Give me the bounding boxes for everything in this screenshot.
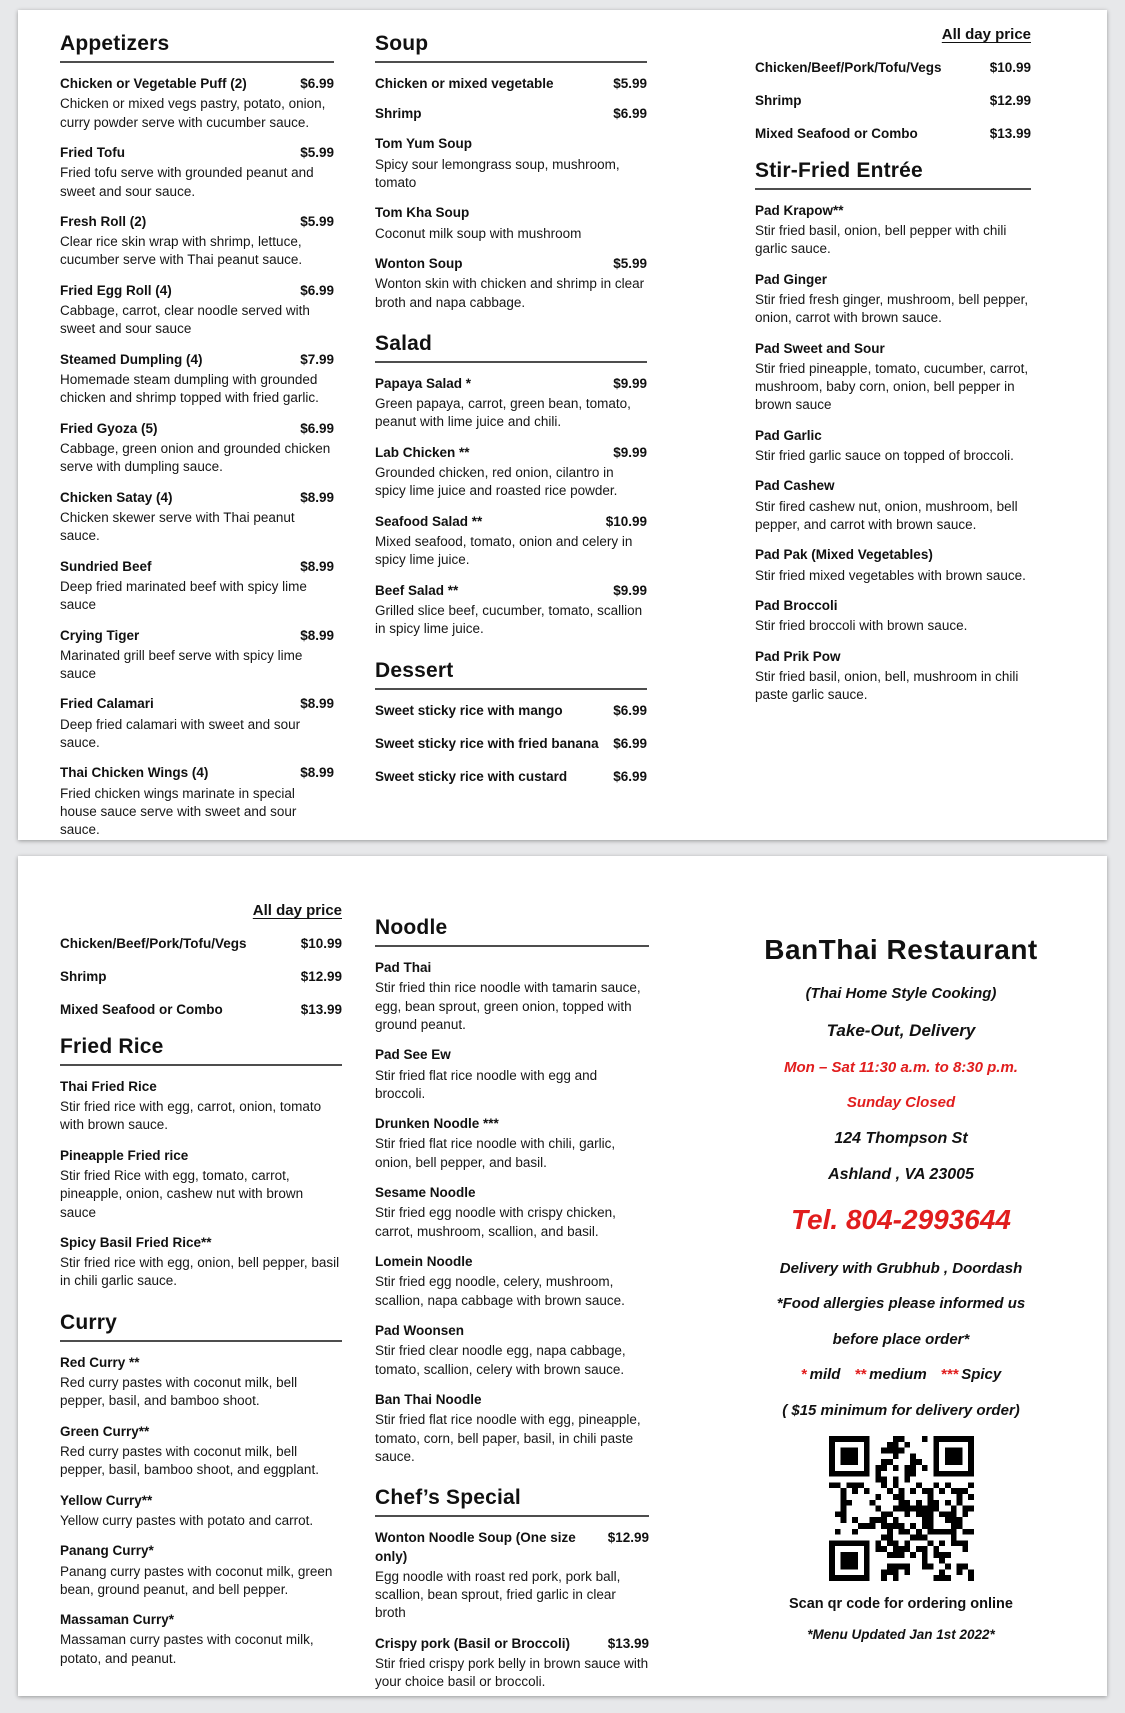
item-price: $6.99 — [613, 735, 647, 751]
item-name: Lomein Noodle — [375, 1254, 473, 1270]
item-description: Green papaya, carrot, green bean, tomato, peanut with lime juice and chili. — [375, 396, 631, 430]
menu-item — [60, 695, 334, 752]
item-name: Drunken Noodle *** — [375, 1116, 499, 1132]
menu-item — [60, 144, 334, 201]
item-name: Shrimp — [60, 969, 107, 985]
item-price: $6.99 — [300, 420, 334, 436]
delivery-minimum: ( $15 minimum for delivery order) — [782, 1401, 1020, 1419]
all-day-price-rows — [60, 935, 342, 1020]
item-name: Pad Prik Pow — [755, 648, 841, 664]
item-name: Green Curry** — [60, 1423, 150, 1439]
item-price: $5.99 — [300, 213, 334, 229]
restaurant-tagline: (Thai Home Style Cooking) — [805, 985, 997, 1002]
all-day-price-rows — [755, 59, 1031, 144]
item-description: Homemade steam dumpling with grounded chicken and shrimp topped with fried garlic. — [60, 371, 319, 406]
item-name: Pad See Ew — [375, 1047, 451, 1063]
restaurant-info — [695, 934, 1107, 1643]
item-price: $10.99 — [300, 936, 342, 951]
menu-item — [375, 255, 647, 312]
item-price: $10.99 — [605, 513, 647, 529]
menu-item — [375, 1253, 649, 1310]
menu-item — [375, 1635, 649, 1692]
item-price: $12.99 — [989, 93, 1031, 109]
column-noodle — [375, 916, 649, 1704]
item-price: $5.99 — [300, 144, 334, 160]
spice-legend — [695, 1365, 1107, 1385]
item-description: Mixed seafood, tomato, onion and celery in spicy lime juice. — [375, 533, 633, 568]
item-price: $13.99 — [300, 1002, 342, 1018]
delivery-partners: Delivery with Grubhub , Doordash — [779, 1259, 1023, 1277]
menu-updated-note: *Menu Updated Jan 1st 2022* — [807, 1626, 995, 1642]
item-name: Thai Fried Rice — [60, 1078, 157, 1094]
item-name: Ban Thai Noodle — [375, 1391, 482, 1407]
item-name: Wonton Soup — [375, 255, 463, 271]
item-description: Egg noodle with roast red pork, pork ball, scallion, bean sprout, fried garlic in clear broth — [375, 1568, 621, 1621]
menu-page-2 — [18, 856, 1107, 1696]
item-description: Stir fried mixed vegetables with brown sauce. — [755, 567, 1026, 583]
menu-item — [375, 444, 647, 501]
item-description: Stir fried rice with egg, onion, bell pepper, basil in chili garlic sauce. — [60, 1255, 340, 1289]
item-description: Red curry pastes with coconut milk, bell pepper, basil, and bamboo shoot. — [60, 1375, 298, 1409]
qr-caption: Scan qr code for ordering online — [789, 1596, 1013, 1613]
section-title-curry: Curry — [60, 1311, 342, 1342]
menu-item — [375, 1391, 649, 1466]
item-description: Massaman curry pastes with coconut milk, potato, and peanut. — [60, 1632, 314, 1666]
menu-item — [755, 92, 1031, 110]
item-name: Fried Calamari — [60, 696, 154, 712]
item-description: Stir fried thin rice noodle with tamarin sauce, egg, bean sprout, green onion, topped with ground peanut. — [375, 980, 641, 1032]
item-name: Mixed Seafood or Combo — [60, 1002, 223, 1018]
all-day-price-label: All day price — [252, 902, 342, 919]
menu-item — [60, 1147, 342, 1222]
item-name: Pad Broccoli — [755, 597, 838, 613]
phone-number: Tel. 804-2993644 — [790, 1204, 1012, 1236]
item-name: Pad Garlic — [755, 427, 822, 443]
section-title-chefs-special: Chef’s Special — [375, 1486, 649, 1517]
item-name: Sweet sticky rice with fried banana — [375, 735, 599, 751]
menu-item — [60, 1423, 342, 1480]
menu-page-1 — [18, 10, 1107, 840]
menu-item — [60, 213, 334, 270]
item-price: $7.99 — [300, 351, 334, 367]
item-name: Chicken/Beef/Pork/Tofu/Vegs — [755, 60, 942, 75]
item-description: Stir fired cashew nut, onion, mushroom, bell pepper, and carrot with brown sauce. — [755, 498, 1018, 532]
item-price: $6.99 — [300, 76, 334, 91]
item-price: $6.99 — [300, 282, 334, 298]
column-appetizers — [60, 32, 334, 852]
item-name: Papaya Salad * — [375, 375, 472, 391]
item-price: $9.99 — [613, 582, 647, 598]
item-description: Wonton skin with chicken and shrimp in clear broth and napa cabbage. — [375, 276, 645, 310]
item-price: $5.99 — [613, 76, 647, 91]
item-description: Stir fried garlic sauce on topped of broccoli. — [755, 448, 1014, 464]
section-title-dessert: Dessert — [375, 659, 647, 690]
menu-item — [60, 1542, 342, 1599]
menu-item — [60, 968, 342, 986]
item-description: Stir fried pineapple, tomato, cucumber, carrot, mushroom, baby corn, onion, bell pepper in brown sauce — [755, 360, 1029, 413]
address-street: 124 Thompson St — [834, 1129, 968, 1147]
item-description: Stir fried flat rice noodle with chili, garlic, onion, bell pepper, and basil. — [375, 1136, 616, 1170]
item-description: Grilled slice beef, cucumber, tomato, scallion in spicy lime juice. — [375, 602, 643, 637]
item-description: Deep fried calamari with sweet and sour sauce. — [60, 716, 301, 751]
section-noodle — [375, 916, 649, 1466]
menu-item — [375, 959, 649, 1034]
menu-item — [375, 1115, 649, 1172]
section-title-appetizers: Appetizers — [60, 32, 334, 63]
menu-item — [375, 735, 647, 753]
item-description: Stir fried flat rice noodle with egg and broccoli. — [375, 1067, 598, 1101]
item-description: Yellow curry pastes with potato and carrot. — [60, 1512, 314, 1528]
item-name: Fried Egg Roll (4) — [60, 282, 172, 298]
spice-legend-mild: * mild — [800, 1366, 841, 1384]
all-day-price-block-2 — [60, 902, 342, 1020]
section-stir-fried — [755, 159, 1031, 705]
item-name: Pineapple Fried rice — [60, 1147, 189, 1163]
item-description: Red curry pastes with coconut milk, bell pepper, basil, bamboo shoot, and eggplant. — [60, 1443, 319, 1478]
menu-item — [755, 340, 1031, 415]
item-description: Marinated grill beef serve with spicy lime sauce — [60, 647, 303, 682]
item-description: Chicken skewer serve with Thai peanut sauce. — [60, 509, 295, 544]
section-title-stir-fried: Stir-Fried Entrée — [755, 159, 1031, 190]
item-description: Spicy sour lemongrass soup, mushroom, tomato — [375, 156, 620, 191]
menu-item — [375, 702, 647, 720]
item-price: $6.99 — [613, 702, 647, 718]
item-name: Spicy Basil Fried Rice** — [60, 1234, 212, 1250]
item-price: $12.99 — [300, 969, 342, 985]
item-price: $6.99 — [613, 106, 647, 122]
item-price: $9.99 — [613, 444, 647, 460]
item-description: Cabbage, green onion and grounded chicken serve with dumpling sauce. — [60, 440, 331, 475]
item-name: Beef Salad ** — [375, 582, 459, 598]
item-price: $9.99 — [613, 375, 647, 391]
menu-item — [60, 75, 334, 132]
salad-items — [375, 375, 647, 639]
item-description: Grounded chicken, red onion, cilantro in spicy lime juice and roasted rice powder. — [375, 465, 618, 499]
item-price: $13.99 — [607, 1635, 649, 1651]
item-price: $6.99 — [613, 769, 647, 785]
menu-item — [375, 135, 647, 192]
menu-item — [375, 75, 647, 93]
item-name: Chicken/Beef/Pork/Tofu/Vegs — [60, 936, 247, 951]
noodle-items — [375, 959, 649, 1466]
item-price: $5.99 — [613, 255, 647, 271]
item-description: Stir fried broccoli with brown sauce. — [755, 618, 968, 634]
address-city: Ashland , VA 23005 — [828, 1166, 974, 1184]
menu-item — [60, 1001, 342, 1019]
menu-item — [755, 477, 1031, 534]
menu-item — [755, 597, 1031, 636]
item-description: Stir fried rice with egg, carrot, onion, tomato with brown sauce. — [60, 1098, 322, 1133]
menu-item — [375, 1529, 649, 1623]
menu-item — [375, 1322, 649, 1379]
item-name: Sesame Noodle — [375, 1185, 476, 1201]
menu-item — [60, 627, 334, 684]
column-fried-rice-curry — [60, 902, 342, 1680]
item-name: Pad Thai — [375, 960, 432, 975]
item-name: Pad Woonsen — [375, 1323, 465, 1339]
appetizers-items — [60, 75, 334, 840]
item-price: $8.99 — [300, 627, 334, 643]
item-name: Mixed Seafood or Combo — [755, 126, 918, 142]
item-name: Shrimp — [375, 106, 422, 122]
section-dessert — [375, 659, 647, 787]
dessert-items — [375, 702, 647, 787]
item-name: Lab Chicken ** — [375, 444, 470, 460]
section-title-salad: Salad — [375, 332, 647, 363]
qr-code — [829, 1436, 974, 1581]
item-price: $8.99 — [300, 765, 334, 781]
section-title-noodle: Noodle — [375, 916, 649, 947]
menu-item — [755, 271, 1031, 328]
item-name: Shrimp — [755, 93, 802, 109]
spice-legend-spicy: *** Spicy — [940, 1366, 1002, 1384]
menu-item — [755, 648, 1031, 705]
item-name: Massaman Curry* — [60, 1612, 175, 1628]
menu-item — [60, 489, 334, 546]
item-name: Tom Yum Soup — [375, 136, 473, 152]
item-description: Stir fried basil, onion, bell, mushroom in chili paste garlic sauce. — [755, 668, 1019, 703]
item-name: Fried Tofu — [60, 144, 125, 160]
item-name: Pad Krapow** — [755, 202, 844, 218]
menu-item — [375, 375, 647, 432]
menu-item — [60, 282, 334, 339]
fried-rice-items — [60, 1078, 342, 1291]
opening-hours: Mon – Sat 11:30 a.m. to 8:30 p.m. — [784, 1058, 1018, 1076]
menu-item — [375, 204, 647, 243]
item-price: $8.99 — [300, 489, 334, 505]
item-name: Pad Pak (Mixed Vegetables) — [755, 547, 933, 563]
item-name: Pad Ginger — [755, 271, 828, 287]
item-description: Coconut milk soup with mushroom — [375, 225, 582, 241]
menu-item — [60, 558, 334, 615]
item-price: $8.99 — [300, 696, 334, 712]
item-name: Fried Gyoza (5) — [60, 420, 158, 436]
menu-item — [60, 420, 334, 477]
spice-legend-medium: ** medium — [854, 1366, 927, 1384]
column-stir-fried — [755, 26, 1031, 716]
allergy-note-line2: before place order* — [832, 1330, 970, 1348]
menu-item — [60, 1611, 342, 1668]
menu-item — [375, 513, 647, 570]
item-description: Stir fried egg noodle, celery, mushroom, scallion, napa cabbage with brown sauce. — [375, 1274, 625, 1308]
stir-fried-items — [755, 202, 1031, 705]
chefs-special-items — [375, 1529, 649, 1691]
section-chefs-special — [375, 1486, 649, 1691]
item-description: Stir fried clear noodle egg, napa cabbage, tomato, scallion, celery with brown sauce. — [375, 1343, 626, 1377]
item-price: $8.99 — [300, 558, 334, 574]
item-name: Wonton Noodle Soup (One size only) — [375, 1530, 576, 1564]
menu-item — [755, 202, 1031, 259]
item-description: Fried tofu serve with grounded peanut and sweet and sour sauce. — [60, 165, 314, 199]
item-price: $10.99 — [989, 60, 1031, 75]
item-name: Tom Kha Soup — [375, 205, 470, 221]
item-name: Sundried Beef — [60, 558, 152, 574]
allergy-note-line1: *Food allergies please informed us — [776, 1295, 1026, 1313]
item-description: Stir fried fresh ginger, mushroom, bell pepper, onion, carrot with brown sauce. — [755, 291, 1029, 326]
section-curry — [60, 1311, 342, 1668]
item-name: Chicken or Vegetable Puff (2) — [60, 76, 247, 91]
item-name: Sweet sticky rice with mango — [375, 702, 563, 718]
item-price: $12.99 — [607, 1530, 649, 1546]
menu-item — [375, 1046, 649, 1103]
item-name: Thai Chicken Wings (4) — [60, 765, 209, 781]
item-description: Cabbage, carrot, clear noodle served with sweet and sour sauce — [60, 303, 310, 337]
item-name: Sweet sticky rice with custard — [375, 769, 568, 785]
item-description: Stir fried flat rice noodle with egg, pineapple, tomato, corn, bell paper, basil, in chili paste sauce. — [375, 1412, 641, 1464]
item-name: Panang Curry* — [60, 1543, 154, 1559]
restaurant-name: BanThai Restaurant — [764, 934, 1038, 965]
item-description: Stir fried Rice with egg, tomato, carrot, pineapple, onion, cashew nut with brown sauce — [60, 1167, 304, 1220]
item-name: Crying Tiger — [60, 627, 140, 643]
sunday-closed: Sunday Closed — [846, 1094, 956, 1112]
item-name: Red Curry ** — [60, 1354, 140, 1370]
item-description: Stir fried crispy pork belly in brown sauce with your choice basil or broccoli. — [375, 1656, 649, 1690]
section-fried-rice — [60, 1035, 342, 1291]
menu-item — [60, 351, 334, 408]
menu-item — [60, 1354, 342, 1411]
section-title-fried-rice: Fried Rice — [60, 1035, 342, 1066]
item-name: Seafood Salad ** — [375, 513, 483, 529]
item-name: Chicken or mixed vegetable — [375, 76, 554, 91]
item-description: Panang curry pastes with coconut milk, green bean, ground peanut, and bell pepper. — [60, 1563, 333, 1597]
menu-item — [755, 546, 1031, 585]
menu-item — [60, 1234, 342, 1291]
menu-item — [755, 125, 1031, 143]
menu-item — [375, 582, 647, 639]
item-description: Clear rice skin wrap with shrimp, lettuce, cucumber serve with Thai peanut sauce. — [60, 234, 303, 268]
section-title-soup: Soup — [375, 32, 647, 63]
column-soup-salad-dessert — [375, 32, 647, 801]
item-name: Chicken Satay (4) — [60, 489, 173, 505]
item-description: Stir fried basil, onion, bell pepper with chili garlic sauce. — [755, 222, 1007, 257]
menu-item — [60, 1078, 342, 1135]
item-name: Fresh Roll (2) — [60, 213, 147, 229]
menu-item — [60, 764, 334, 839]
menu-item — [755, 427, 1031, 466]
menu-item — [375, 768, 647, 786]
takeout-delivery: Take-Out, Delivery — [826, 1020, 976, 1040]
section-appetizers — [60, 32, 334, 840]
item-name: Steamed Dumpling (4) — [60, 351, 203, 367]
item-description: Stir fried egg noodle with crispy chicken, carrot, mushroom, scallion, and basil. — [375, 1205, 616, 1239]
section-salad — [375, 332, 647, 639]
all-day-price-block-1 — [755, 26, 1031, 144]
all-day-price-label: All day price — [941, 26, 1031, 43]
soup-items — [375, 75, 647, 312]
menu-item — [755, 59, 1031, 77]
item-price: $13.99 — [989, 126, 1031, 142]
item-description: Deep fried marinated beef with spicy lime sauce — [60, 578, 307, 613]
item-name: Yellow Curry** — [60, 1492, 153, 1508]
section-soup — [375, 32, 647, 312]
menu-item — [375, 1184, 649, 1241]
item-description: Fried chicken wings marinate in special house sauce serve with sweet and sour sauce. — [60, 785, 297, 838]
item-name: Pad Sweet and Sour — [755, 340, 885, 356]
item-description: Chicken or mixed vegs pastry, potato, onion, curry powder serve with cucumber sauce. — [60, 96, 326, 130]
item-name: Crispy pork (Basil or Broccoli) — [375, 1635, 571, 1651]
curry-items — [60, 1354, 342, 1668]
menu-item — [60, 1492, 342, 1531]
item-name: Pad Cashew — [755, 478, 835, 494]
menu-item — [375, 105, 647, 123]
menu-item — [60, 935, 342, 953]
